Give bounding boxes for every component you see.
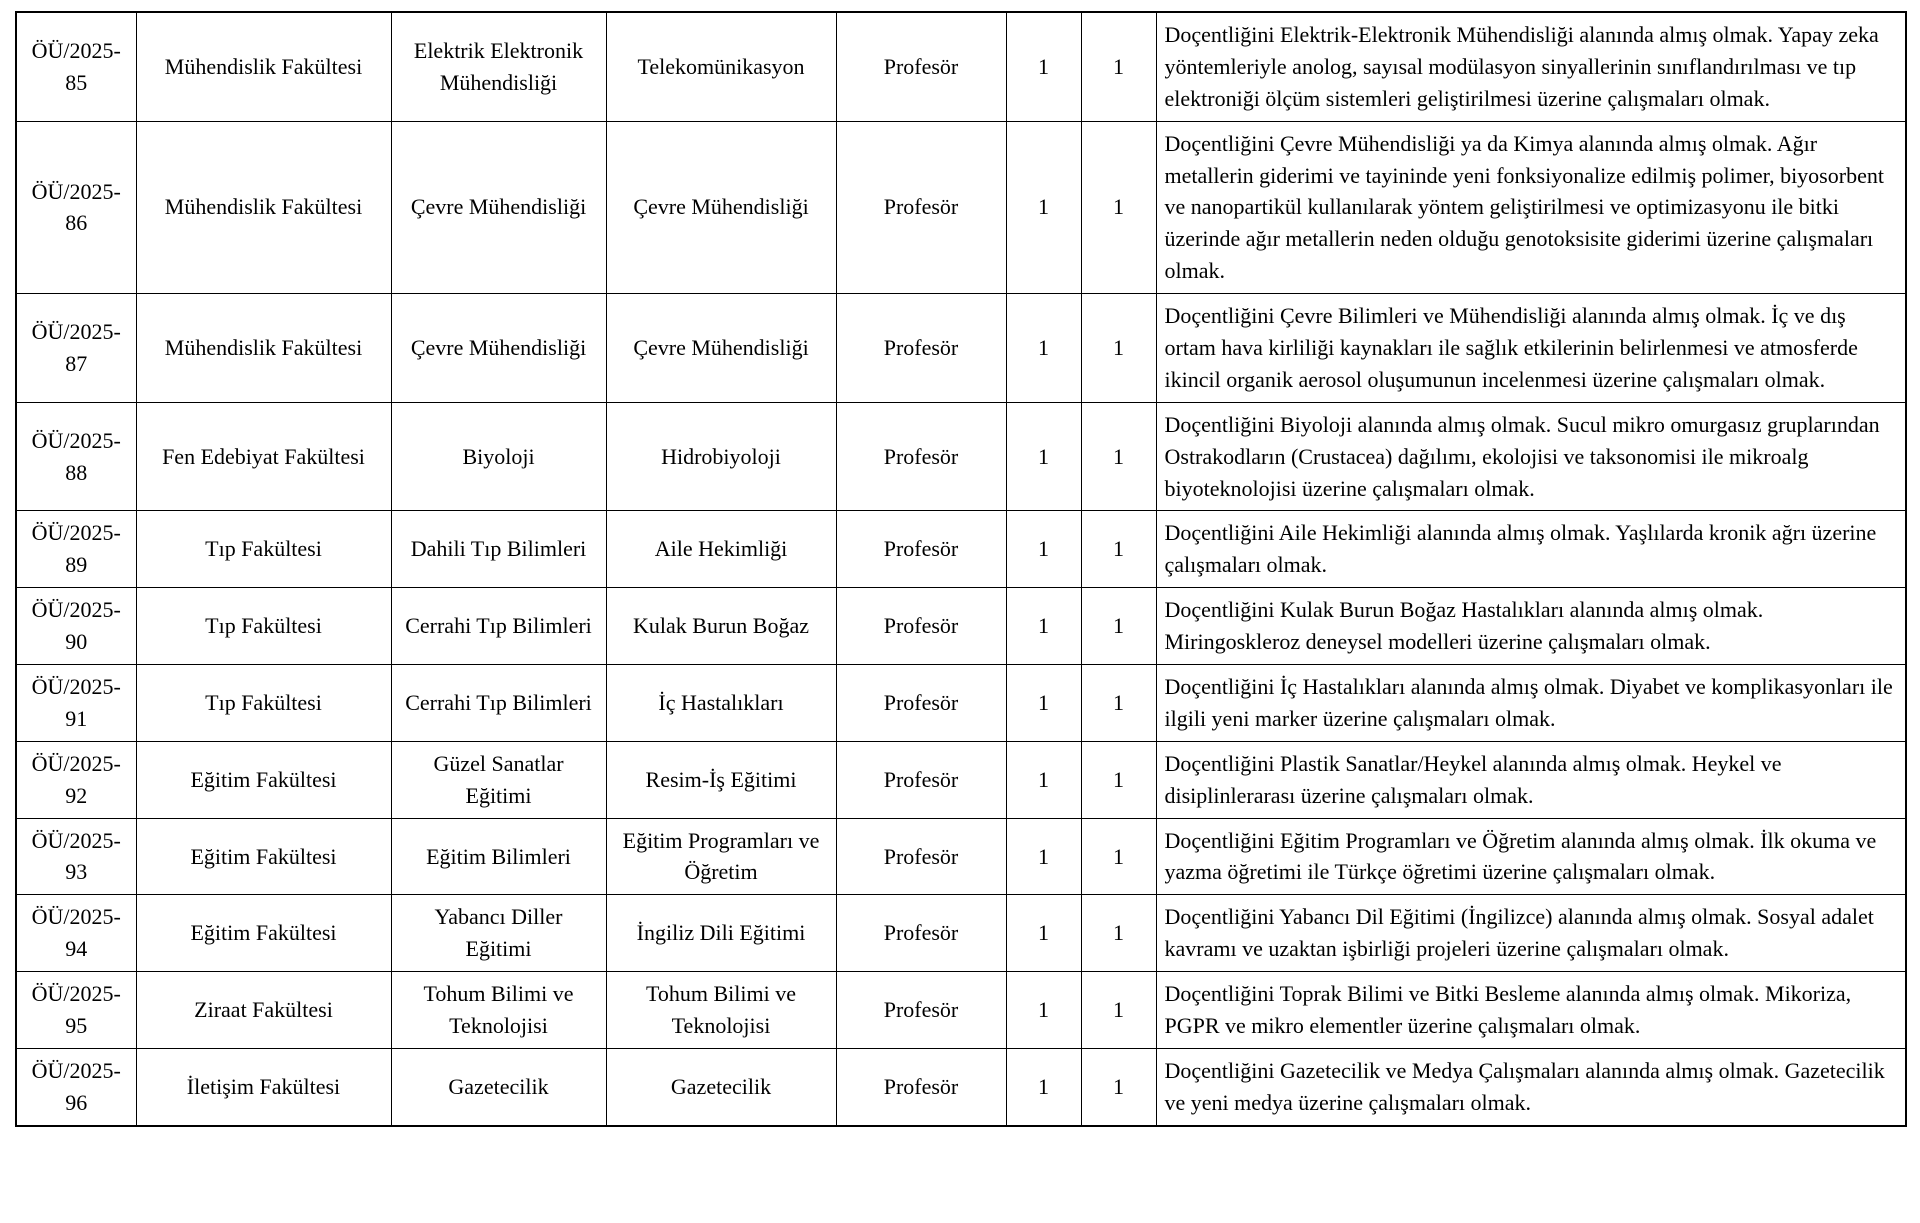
cell-title: Profesör xyxy=(836,121,1006,293)
cell-description: Doçentliğini Toprak Bilimi ve Bitki Besleme alanında almış olmak. Mikoriza, PGPR ve mikro elementler üzerine çalışmaları olmak. xyxy=(1156,972,1906,1049)
cell-description: Doçentliğini Çevre Bilimleri ve Mühendisliği alanında almış olmak. İç ve dış ortam hava kirliliği kaynakları ile sağlık etkilerinin belirlenmesi ve atmosferde ikincil organik aerosol oluşumunun incelenmesi üzerine çalışmaları olmak. xyxy=(1156,294,1906,403)
posting-row xyxy=(16,511,1906,588)
cell-description: Doçentliğini Aile Hekimliği alanında almış olmak. Yaşlılarda kronik ağrı üzerine çalışmaları olmak. xyxy=(1156,511,1906,588)
academic-postings-table xyxy=(15,11,1907,1127)
cell-count_2: 1 xyxy=(1081,895,1156,972)
cell-faculty: Tıp Fakültesi xyxy=(136,511,391,588)
cell-department: Cerrahi Tıp Bilimleri xyxy=(391,588,606,665)
cell-title: Profesör xyxy=(836,1048,1006,1125)
cell-title: Profesör xyxy=(836,895,1006,972)
cell-title: Profesör xyxy=(836,511,1006,588)
cell-description: Doçentliğini Elektrik-Elektronik Mühendisliği alanında almış olmak. Yapay zeka yöntemleriyle anolog, sayısal modülasyon sinyallerinin sınıflandırılması ve tıp elektroniği ölçüm sistemleri geliştirilmesi üzerine çalışmaları olmak. xyxy=(1156,12,1906,121)
cell-count_2: 1 xyxy=(1081,665,1156,742)
cell-count_1: 1 xyxy=(1006,121,1081,293)
cell-department: Gazetecilik xyxy=(391,1048,606,1125)
cell-code: ÖÜ/2025-91 xyxy=(16,665,136,742)
cell-faculty: Eğitim Fakültesi xyxy=(136,895,391,972)
cell-department: Güzel Sanatlar Eğitimi xyxy=(391,741,606,818)
cell-field: Hidrobiyoloji xyxy=(606,402,836,511)
posting-row xyxy=(16,741,1906,818)
cell-code: ÖÜ/2025-96 xyxy=(16,1048,136,1125)
cell-count_1: 1 xyxy=(1006,294,1081,403)
cell-field: Telekomünikasyon xyxy=(606,12,836,121)
cell-count_1: 1 xyxy=(1006,12,1081,121)
cell-code: ÖÜ/2025-93 xyxy=(16,818,136,895)
posting-row xyxy=(16,972,1906,1049)
cell-count_1: 1 xyxy=(1006,588,1081,665)
cell-title: Profesör xyxy=(836,665,1006,742)
cell-count_2: 1 xyxy=(1081,818,1156,895)
cell-count_1: 1 xyxy=(1006,818,1081,895)
cell-description: Doçentliğini İç Hastalıkları alanında almış olmak. Diyabet ve komplikasyonları ile ilgili yeni marker üzerine çalışmaları olmak. xyxy=(1156,665,1906,742)
cell-department: Elektrik Elektronik Mühendisliği xyxy=(391,12,606,121)
cell-department: Eğitim Bilimleri xyxy=(391,818,606,895)
cell-faculty: Ziraat Fakültesi xyxy=(136,972,391,1049)
cell-count_2: 1 xyxy=(1081,972,1156,1049)
cell-title: Profesör xyxy=(836,402,1006,511)
posting-row xyxy=(16,12,1906,121)
cell-faculty: Mühendislik Fakültesi xyxy=(136,121,391,293)
cell-description: Doçentliğini Plastik Sanatlar/Heykel alanında almış olmak. Heykel ve disiplinlerarası üzerine çalışmaları olmak. xyxy=(1156,741,1906,818)
cell-title: Profesör xyxy=(836,741,1006,818)
cell-department: Çevre Mühendisliği xyxy=(391,294,606,403)
cell-code: ÖÜ/2025-94 xyxy=(16,895,136,972)
cell-count_2: 1 xyxy=(1081,511,1156,588)
cell-faculty: Fen Edebiyat Fakültesi xyxy=(136,402,391,511)
cell-title: Profesör xyxy=(836,818,1006,895)
cell-faculty: Mühendislik Fakültesi xyxy=(136,12,391,121)
cell-department: Cerrahi Tıp Bilimleri xyxy=(391,665,606,742)
posting-row xyxy=(16,818,1906,895)
cell-code: ÖÜ/2025-95 xyxy=(16,972,136,1049)
cell-field: Çevre Mühendisliği xyxy=(606,121,836,293)
cell-title: Profesör xyxy=(836,588,1006,665)
cell-code: ÖÜ/2025-89 xyxy=(16,511,136,588)
posting-row xyxy=(16,895,1906,972)
cell-count_2: 1 xyxy=(1081,12,1156,121)
cell-field: Resim-İş Eğitimi xyxy=(606,741,836,818)
cell-count_1: 1 xyxy=(1006,972,1081,1049)
cell-count_2: 1 xyxy=(1081,741,1156,818)
cell-department: Tohum Bilimi ve Teknolojisi xyxy=(391,972,606,1049)
cell-faculty: Mühendislik Fakültesi xyxy=(136,294,391,403)
cell-faculty: İletişim Fakültesi xyxy=(136,1048,391,1125)
cell-title: Profesör xyxy=(836,12,1006,121)
posting-row xyxy=(16,665,1906,742)
cell-description: Doçentliğini Biyoloji alanında almış olmak. Sucul mikro omurgasız gruplarından Ostrakodların (Crustacea) dağılımı, ekolojisi ve taksonomisi ile mikroalg biyoteknolojisi üzerine çalışmaları olmak. xyxy=(1156,402,1906,511)
cell-title: Profesör xyxy=(836,294,1006,403)
cell-count_1: 1 xyxy=(1006,511,1081,588)
cell-faculty: Tıp Fakültesi xyxy=(136,588,391,665)
cell-description: Doçentliğini Yabancı Dil Eğitimi (İngilizce) alanında almış olmak. Sosyal adalet kavramı ve uzaktan işbirliği projeleri üzerine çalışmaları olmak. xyxy=(1156,895,1906,972)
cell-code: ÖÜ/2025-86 xyxy=(16,121,136,293)
posting-row xyxy=(16,294,1906,403)
cell-field: Tohum Bilimi ve Teknolojisi xyxy=(606,972,836,1049)
posting-row xyxy=(16,1048,1906,1125)
posting-row xyxy=(16,121,1906,293)
posting-row xyxy=(16,402,1906,511)
cell-count_2: 1 xyxy=(1081,1048,1156,1125)
cell-title: Profesör xyxy=(836,972,1006,1049)
cell-description: Doçentliğini Kulak Burun Boğaz Hastalıkları alanında almış olmak. Miringoskleroz deneysel modelleri üzerine çalışmaları olmak. xyxy=(1156,588,1906,665)
cell-code: ÖÜ/2025-85 xyxy=(16,12,136,121)
cell-field: Çevre Mühendisliği xyxy=(606,294,836,403)
cell-field: Eğitim Programları ve Öğretim xyxy=(606,818,836,895)
cell-field: Gazetecilik xyxy=(606,1048,836,1125)
cell-count_1: 1 xyxy=(1006,402,1081,511)
cell-field: İngiliz Dili Eğitimi xyxy=(606,895,836,972)
cell-code: ÖÜ/2025-88 xyxy=(16,402,136,511)
table-body xyxy=(16,12,1906,1126)
cell-faculty: Eğitim Fakültesi xyxy=(136,741,391,818)
cell-count_2: 1 xyxy=(1081,588,1156,665)
cell-field: Aile Hekimliği xyxy=(606,511,836,588)
cell-description: Doçentliğini Çevre Mühendisliği ya da Kimya alanında almış olmak. Ağır metallerin giderimi ve tayininde yeni fonksiyonalize edilmiş polimer, biyosorbent ve nanopartikül kullanılarak yöntem geliştirilmesi ve optimizasyonu ile bitki üzerinde ağır metallerin neden olduğu genotoksisite giderimi üzerine çalışmaları olmak. xyxy=(1156,121,1906,293)
cell-department: Yabancı Diller Eğitimi xyxy=(391,895,606,972)
cell-description: Doçentliğini Gazetecilik ve Medya Çalışmaları alanında almış olmak. Gazetecilik ve yeni medya üzerine çalışmaları olmak. xyxy=(1156,1048,1906,1125)
cell-field: Kulak Burun Boğaz xyxy=(606,588,836,665)
posting-row xyxy=(16,588,1906,665)
cell-count_1: 1 xyxy=(1006,895,1081,972)
cell-code: ÖÜ/2025-90 xyxy=(16,588,136,665)
cell-count_2: 1 xyxy=(1081,121,1156,293)
cell-department: Çevre Mühendisliği xyxy=(391,121,606,293)
cell-faculty: Tıp Fakültesi xyxy=(136,665,391,742)
cell-field: İç Hastalıkları xyxy=(606,665,836,742)
cell-count_2: 1 xyxy=(1081,294,1156,403)
cell-description: Doçentliğini Eğitim Programları ve Öğretim alanında almış olmak. İlk okuma ve yazma öğretimi ile Türkçe öğretimi üzerine çalışmaları olmak. xyxy=(1156,818,1906,895)
cell-count_1: 1 xyxy=(1006,741,1081,818)
cell-code: ÖÜ/2025-87 xyxy=(16,294,136,403)
cell-department: Dahili Tıp Bilimleri xyxy=(391,511,606,588)
cell-faculty: Eğitim Fakültesi xyxy=(136,818,391,895)
cell-count_2: 1 xyxy=(1081,402,1156,511)
cell-count_1: 1 xyxy=(1006,665,1081,742)
cell-count_1: 1 xyxy=(1006,1048,1081,1125)
cell-department: Biyoloji xyxy=(391,402,606,511)
cell-code: ÖÜ/2025-92 xyxy=(16,741,136,818)
